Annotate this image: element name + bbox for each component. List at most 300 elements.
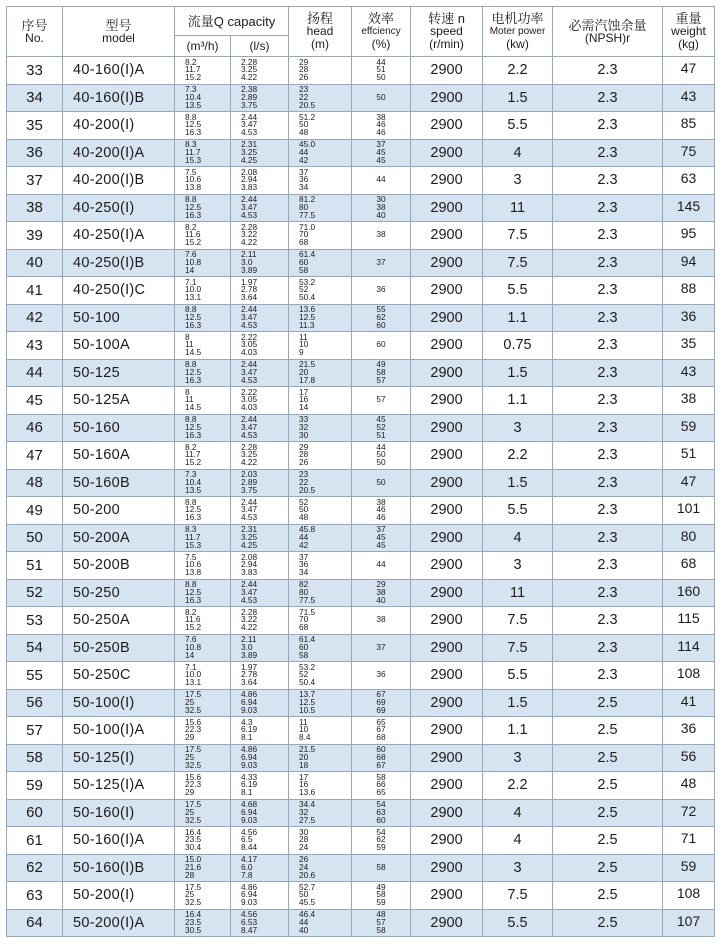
flow-ls-cell-value: 2.78 — [241, 284, 258, 295]
head-cell — [289, 304, 352, 332]
npsh-cell: 2.3 — [553, 662, 663, 690]
speed-cell: 2900 — [411, 469, 483, 497]
flow-m3h-cell-value: 12.5 — [185, 119, 202, 130]
efficiency-cell-value: 45 — [376, 414, 386, 425]
flow-m3h-cell-value: 8.8 — [185, 194, 197, 205]
efficiency-cell-value: 65 — [376, 716, 386, 727]
head-cell-value: 32 — [299, 806, 309, 817]
flow-ls-cell-value: 4.17 — [241, 854, 258, 865]
head-cell — [289, 552, 352, 580]
efficiency-cell — [352, 524, 411, 552]
flow-m3h-cell-value: 11.6 — [185, 614, 201, 625]
flow-m3h-cell-value: 15.2 — [185, 457, 202, 468]
efficiency-cell — [352, 744, 411, 772]
flow-m3h-cell-value: 8.8 — [185, 111, 197, 122]
head-cell-value: 77.5 — [299, 209, 316, 220]
flow-ls-cell-value: 4.33 — [241, 771, 258, 782]
head-cell-value: 53.2 — [299, 661, 316, 672]
header-weight: 重量 weight (kg) — [663, 7, 715, 57]
flow-m3h-cell-value: 12.5 — [185, 311, 202, 322]
flow-ls-cell-value: 8.47 — [241, 924, 258, 935]
weight-cell: 51 — [663, 442, 715, 470]
flow-m3h-cell-value: 15.3 — [185, 154, 202, 165]
flow-m3h-cell-value: 8.8 — [185, 414, 197, 425]
speed-cell: 2900 — [411, 882, 483, 910]
efficiency-cell-value: 50 — [376, 457, 386, 468]
efficiency-cell-value: 65 — [376, 787, 386, 798]
flow-ls-cell — [231, 139, 289, 167]
row-number: 38 — [7, 194, 63, 222]
efficiency-cell-value: 44 — [376, 56, 386, 67]
flow-ls-cell-value: 2.08 — [241, 551, 258, 562]
flow-ls-cell-value: 4.22 — [241, 237, 258, 248]
model-cell: 50-160 — [63, 414, 175, 442]
flow-ls-cell — [231, 442, 289, 470]
flow-m3h-cell — [175, 799, 231, 827]
head-cell-value: 52 — [299, 496, 309, 507]
speed-cell: 2900 — [411, 222, 483, 250]
flow-ls-cell-value: 3.25 — [241, 146, 258, 157]
flow-m3h-cell-value: 7.1 — [185, 661, 197, 672]
flow-ls-cell — [231, 84, 289, 112]
flow-m3h-cell-value: 11.7 — [185, 449, 201, 460]
head-cell-value: 45.0 — [299, 139, 316, 150]
head-cell-value: 44 — [299, 146, 309, 157]
flow-ls-cell — [231, 579, 289, 607]
flow-ls-cell-value: 4.86 — [241, 689, 258, 700]
head-cell-value: 61.4 — [299, 249, 316, 260]
flow-m3h-cell-value: 21.6 — [185, 861, 202, 872]
flow-ls-cell-value: 3.47 — [241, 421, 258, 432]
flow-ls-cell-value: 6.19 — [241, 724, 258, 735]
flow-ls-cell-value: 4.53 — [241, 429, 258, 440]
flow-ls-cell-value: 3.83 — [241, 567, 258, 578]
power-cell: 2.2 — [483, 57, 553, 85]
table-row — [7, 689, 715, 717]
model-cell: 50-100(I)A — [63, 717, 175, 745]
efficiency-cell — [352, 277, 411, 305]
flow-ls-cell — [231, 469, 289, 497]
model-cell: 50-160(I)B — [63, 854, 175, 882]
model-cell: 40-200(I) — [63, 112, 175, 140]
flow-ls-cell-value: 4.86 — [241, 744, 258, 755]
flow-ls-cell-value: 2.94 — [241, 559, 258, 570]
flow-m3h-cell-value: 11.7 — [185, 146, 201, 157]
flow-ls-cell-value: 4.56 — [241, 826, 258, 837]
efficiency-cell-value: 51 — [376, 64, 386, 75]
flow-ls-cell-value: 8.1 — [241, 732, 253, 743]
model-cell: 40-200(I)A — [63, 139, 175, 167]
efficiency-cell-value: 59 — [376, 842, 386, 853]
row-number: 48 — [7, 469, 63, 497]
flow-ls-cell-value: 8.44 — [241, 842, 258, 853]
flow-m3h-cell — [175, 772, 231, 800]
head-cell — [289, 277, 352, 305]
efficiency-cell-value: 52 — [376, 421, 386, 432]
weight-cell: 43 — [663, 359, 715, 387]
efficiency-cell-value: 38 — [376, 496, 386, 507]
npsh-cell: 2.5 — [553, 854, 663, 882]
head-cell-value: 34 — [299, 182, 309, 193]
flow-m3h-cell-value: 10.6 — [185, 174, 202, 185]
row-number: 41 — [7, 277, 63, 305]
flow-ls-cell-value: 3.25 — [241, 64, 258, 75]
weight-cell: 36 — [663, 304, 715, 332]
head-cell-value: 52 — [299, 284, 309, 295]
efficiency-cell-value: 60 — [376, 319, 386, 330]
power-cell: 4 — [483, 139, 553, 167]
head-cell-value: 51.2 — [299, 111, 316, 122]
flow-ls-cell — [231, 662, 289, 690]
power-cell: 5.5 — [483, 662, 553, 690]
efficiency-cell — [352, 414, 411, 442]
npsh-cell: 2.3 — [553, 167, 663, 195]
efficiency-cell — [352, 84, 411, 112]
efficiency-cell-value: 58 — [376, 924, 386, 935]
flow-m3h-cell-value: 17.5 — [185, 689, 202, 700]
head-cell — [289, 579, 352, 607]
weight-cell: 94 — [663, 249, 715, 277]
flow-m3h-cell-value: 16.3 — [185, 374, 202, 385]
speed-cell: 2900 — [411, 249, 483, 277]
head-cell-value: 14 — [299, 402, 309, 413]
weight-cell: 101 — [663, 497, 715, 525]
flow-ls-cell-value: 2.08 — [241, 166, 258, 177]
flow-ls-cell — [231, 497, 289, 525]
efficiency-cell-value: 60 — [376, 339, 386, 350]
flow-m3h-cell-value: 7.6 — [185, 249, 197, 260]
flow-m3h-cell-value: 8.3 — [185, 524, 197, 535]
efficiency-cell-value: 38 — [376, 586, 386, 597]
npsh-cell: 2.3 — [553, 607, 663, 635]
flow-ls-cell-value: 2.44 — [241, 579, 258, 590]
head-cell — [289, 689, 352, 717]
flow-m3h-cell-value: 12.5 — [185, 586, 202, 597]
row-number: 64 — [7, 909, 63, 937]
flow-m3h-cell-value: 25 — [185, 889, 195, 900]
head-cell — [289, 772, 352, 800]
flow-ls-cell-value: 3.64 — [241, 677, 258, 688]
efficiency-cell-value: 38 — [376, 111, 386, 122]
model-cell: 40-160(I)B — [63, 84, 175, 112]
flow-m3h-cell — [175, 332, 231, 360]
head-cell-value: 32 — [299, 421, 309, 432]
weight-cell: 108 — [663, 882, 715, 910]
flow-m3h-cell-value: 8.2 — [185, 606, 197, 617]
row-number: 50 — [7, 524, 63, 552]
flow-m3h-cell-value: 16.3 — [185, 594, 202, 605]
efficiency-cell — [352, 112, 411, 140]
flow-ls-cell-value: 2.44 — [241, 414, 258, 425]
flow-ls-cell-value: 2.11 — [241, 634, 257, 645]
head-cell-value: 50 — [299, 889, 309, 900]
weight-cell: 80 — [663, 524, 715, 552]
power-cell: 5.5 — [483, 909, 553, 937]
model-cell: 40-160(I)A — [63, 57, 175, 85]
head-cell — [289, 414, 352, 442]
power-cell: 1.5 — [483, 84, 553, 112]
speed-cell: 2900 — [411, 139, 483, 167]
table-row — [7, 827, 715, 855]
flow-ls-cell-value: 3.25 — [241, 531, 258, 542]
flow-m3h-cell-value: 8.2 — [185, 221, 197, 232]
row-number: 62 — [7, 854, 63, 882]
npsh-cell: 2.3 — [553, 524, 663, 552]
power-cell: 7.5 — [483, 634, 553, 662]
header-model: 型号 model — [63, 7, 175, 57]
table-row — [7, 634, 715, 662]
head-cell — [289, 84, 352, 112]
npsh-cell: 2.3 — [553, 469, 663, 497]
head-cell-value: 71.5 — [299, 606, 316, 617]
flow-m3h-cell-value: 7.3 — [185, 469, 197, 480]
flow-m3h-cell — [175, 552, 231, 580]
flow-ls-cell — [231, 827, 289, 855]
flow-m3h-cell-value: 15.2 — [185, 237, 202, 248]
row-number: 49 — [7, 497, 63, 525]
speed-cell: 2900 — [411, 579, 483, 607]
power-cell: 2.2 — [483, 772, 553, 800]
flow-ls-cell — [231, 112, 289, 140]
flow-ls-cell-value: 2.28 — [241, 441, 258, 452]
speed-cell: 2900 — [411, 414, 483, 442]
table-row — [7, 469, 715, 497]
head-cell-value: 29 — [299, 56, 309, 67]
flow-m3h-cell-value: 14 — [185, 649, 195, 660]
row-number: 39 — [7, 222, 63, 250]
flow-ls-cell-value: 3.47 — [241, 119, 258, 130]
flow-ls-cell-value: 9.03 — [241, 759, 258, 770]
flow-m3h-cell-value: 7.3 — [185, 84, 197, 95]
speed-cell: 2900 — [411, 112, 483, 140]
power-cell: 1.1 — [483, 717, 553, 745]
efficiency-cell — [352, 909, 411, 937]
flow-ls-cell-value: 2.22 — [241, 386, 258, 397]
flow-m3h-cell-value: 25 — [185, 806, 195, 817]
head-cell — [289, 167, 352, 195]
table-row — [7, 442, 715, 470]
row-number: 40 — [7, 249, 63, 277]
flow-ls-cell-value: 2.31 — [241, 139, 258, 150]
efficiency-cell-value: 69 — [376, 696, 386, 707]
efficiency-cell — [352, 304, 411, 332]
npsh-cell: 2.3 — [553, 497, 663, 525]
header-power: 电机功率 Moter power (kw) — [483, 7, 553, 57]
head-cell-value: 50.4 — [299, 677, 316, 688]
npsh-cell: 2.3 — [553, 359, 663, 387]
header-flow: 流量Q capacity — [175, 7, 289, 36]
npsh-cell: 2.3 — [553, 84, 663, 112]
flow-ls-cell-value: 3.05 — [241, 339, 258, 350]
speed-cell: 2900 — [411, 744, 483, 772]
row-number: 44 — [7, 359, 63, 387]
head-cell-value: 68 — [299, 237, 309, 248]
flow-m3h-cell — [175, 57, 231, 85]
flow-m3h-cell — [175, 387, 231, 415]
table-row — [7, 662, 715, 690]
speed-cell: 2900 — [411, 799, 483, 827]
row-number: 47 — [7, 442, 63, 470]
head-cell-value: 13.6 — [299, 304, 316, 315]
head-cell — [289, 442, 352, 470]
head-cell-value: 50.4 — [299, 292, 316, 303]
npsh-cell: 2.3 — [553, 634, 663, 662]
weight-cell: 95 — [663, 222, 715, 250]
head-cell-value: 13.6 — [299, 787, 316, 798]
row-number: 45 — [7, 387, 63, 415]
efficiency-cell-value: 45 — [376, 154, 386, 165]
power-cell: 0.75 — [483, 332, 553, 360]
head-cell-value: 58 — [299, 649, 309, 660]
head-cell-value: 22 — [299, 91, 309, 102]
speed-cell: 2900 — [411, 689, 483, 717]
flow-ls-cell-value: 2.28 — [241, 56, 258, 67]
flow-ls-cell-value: 4.3 — [241, 716, 253, 727]
flow-m3h-cell-value: 22.3 — [185, 779, 202, 790]
efficiency-cell-value: 45 — [376, 146, 386, 157]
head-cell — [289, 524, 352, 552]
npsh-cell: 2.5 — [553, 744, 663, 772]
head-cell-value: 20.6 — [299, 869, 316, 880]
efficiency-cell-value: 58 — [376, 771, 386, 782]
table-body — [7, 57, 715, 937]
table-row — [7, 194, 715, 222]
flow-ls-cell-value: 2.22 — [241, 331, 258, 342]
head-cell-value: 28 — [299, 449, 309, 460]
weight-cell: 35 — [663, 332, 715, 360]
head-cell — [289, 854, 352, 882]
row-number: 56 — [7, 689, 63, 717]
efficiency-cell-value: 45 — [376, 531, 386, 542]
head-cell — [289, 387, 352, 415]
efficiency-cell-value: 37 — [376, 641, 386, 652]
flow-ls-cell-value: 2.03 — [241, 469, 258, 480]
head-cell-value: 60 — [299, 641, 309, 652]
flow-m3h-cell-value: 32.5 — [185, 814, 202, 825]
pump-spec-table — [6, 6, 715, 937]
power-cell: 3 — [483, 552, 553, 580]
npsh-cell: 2.5 — [553, 827, 663, 855]
speed-cell: 2900 — [411, 524, 483, 552]
flow-ls-cell-value: 3.22 — [241, 229, 258, 240]
head-cell-value: 68 — [299, 622, 309, 633]
flow-ls-cell-value: 3.64 — [241, 292, 258, 303]
flow-ls-cell-value: 2.94 — [241, 174, 258, 185]
table-row — [7, 717, 715, 745]
model-cell: 50-100 — [63, 304, 175, 332]
flow-m3h-cell — [175, 442, 231, 470]
weight-cell: 115 — [663, 607, 715, 635]
efficiency-cell-value: 50 — [376, 72, 386, 83]
efficiency-cell-value: 57 — [376, 374, 386, 385]
flow-ls-cell-value: 4.22 — [241, 622, 258, 633]
table-row — [7, 359, 715, 387]
flow-m3h-cell-value: 22.3 — [185, 724, 202, 735]
efficiency-cell-value: 54 — [376, 799, 386, 810]
header-efficiency: 效率 effciency (%) — [352, 7, 411, 57]
power-cell: 3 — [483, 744, 553, 772]
efficiency-cell-value: 46 — [376, 127, 386, 138]
flow-m3h-cell-value: 17.5 — [185, 799, 202, 810]
head-cell-value: 20.5 — [299, 484, 316, 495]
flow-ls-cell-value: 4.22 — [241, 72, 258, 83]
flow-m3h-cell-value: 15.2 — [185, 622, 202, 633]
efficiency-cell-value: 51 — [376, 429, 386, 440]
flow-ls-cell-value: 4.53 — [241, 374, 258, 385]
model-cell: 50-125 — [63, 359, 175, 387]
head-cell — [289, 607, 352, 635]
flow-ls-cell-value: 3.75 — [241, 484, 258, 495]
power-cell: 5.5 — [483, 497, 553, 525]
flow-m3h-cell-value: 16.3 — [185, 512, 202, 523]
flow-ls-cell-value: 3.75 — [241, 99, 258, 110]
head-cell-value: 23 — [299, 469, 309, 480]
table-row — [7, 332, 715, 360]
flow-m3h-cell-value: 13.1 — [185, 677, 202, 688]
head-cell-value: 18 — [299, 759, 309, 770]
flow-m3h-cell — [175, 359, 231, 387]
flow-m3h-cell-value: 7.6 — [185, 634, 197, 645]
flow-m3h-cell-value: 25 — [185, 751, 195, 762]
flow-ls-cell — [231, 194, 289, 222]
flow-m3h-cell-value: 32.5 — [185, 704, 202, 715]
model-cell: 50-125(I) — [63, 744, 175, 772]
head-cell-value: 28 — [299, 64, 309, 75]
power-cell: 1.5 — [483, 689, 553, 717]
flow-m3h-cell-value: 25 — [185, 696, 195, 707]
efficiency-cell-value: 37 — [376, 139, 386, 150]
pump-spec-table-container — [6, 6, 714, 937]
flow-ls-cell-value: 4.53 — [241, 319, 258, 330]
flow-ls-cell-value: 2.38 — [241, 84, 258, 95]
efficiency-cell-value: 60 — [376, 814, 386, 825]
flow-ls-cell — [231, 222, 289, 250]
flow-ls-cell-value: 2.28 — [241, 221, 258, 232]
flow-ls-cell — [231, 744, 289, 772]
head-cell — [289, 469, 352, 497]
table-row — [7, 882, 715, 910]
flow-m3h-cell-value: 12.5 — [185, 504, 202, 515]
efficiency-cell-value: 40 — [376, 209, 386, 220]
npsh-cell: 2.5 — [553, 772, 663, 800]
npsh-cell: 2.3 — [553, 414, 663, 442]
head-cell-value: 81.2 — [299, 194, 316, 205]
npsh-cell: 2.3 — [553, 112, 663, 140]
npsh-cell: 2.3 — [553, 304, 663, 332]
flow-ls-cell — [231, 277, 289, 305]
efficiency-cell-value: 44 — [376, 174, 386, 185]
speed-cell: 2900 — [411, 607, 483, 635]
head-cell-value: 80 — [299, 586, 309, 597]
head-cell-value: 26 — [299, 457, 309, 468]
power-cell: 3 — [483, 414, 553, 442]
weight-cell: 85 — [663, 112, 715, 140]
power-cell: 4 — [483, 524, 553, 552]
speed-cell: 2900 — [411, 194, 483, 222]
table-row — [7, 277, 715, 305]
efficiency-cell-value: 49 — [376, 881, 386, 892]
head-cell-value: 82 — [299, 579, 309, 590]
efficiency-cell-value: 58 — [376, 366, 386, 377]
efficiency-cell-value: 44 — [376, 559, 386, 570]
flow-ls-cell-value: 3.47 — [241, 311, 258, 322]
head-cell-value: 52.7 — [299, 881, 316, 892]
flow-m3h-cell-value: 29 — [185, 732, 195, 743]
head-cell-value: 17 — [299, 771, 309, 782]
efficiency-cell — [352, 634, 411, 662]
header-row — [7, 7, 715, 36]
head-cell-value: 36 — [299, 174, 309, 185]
